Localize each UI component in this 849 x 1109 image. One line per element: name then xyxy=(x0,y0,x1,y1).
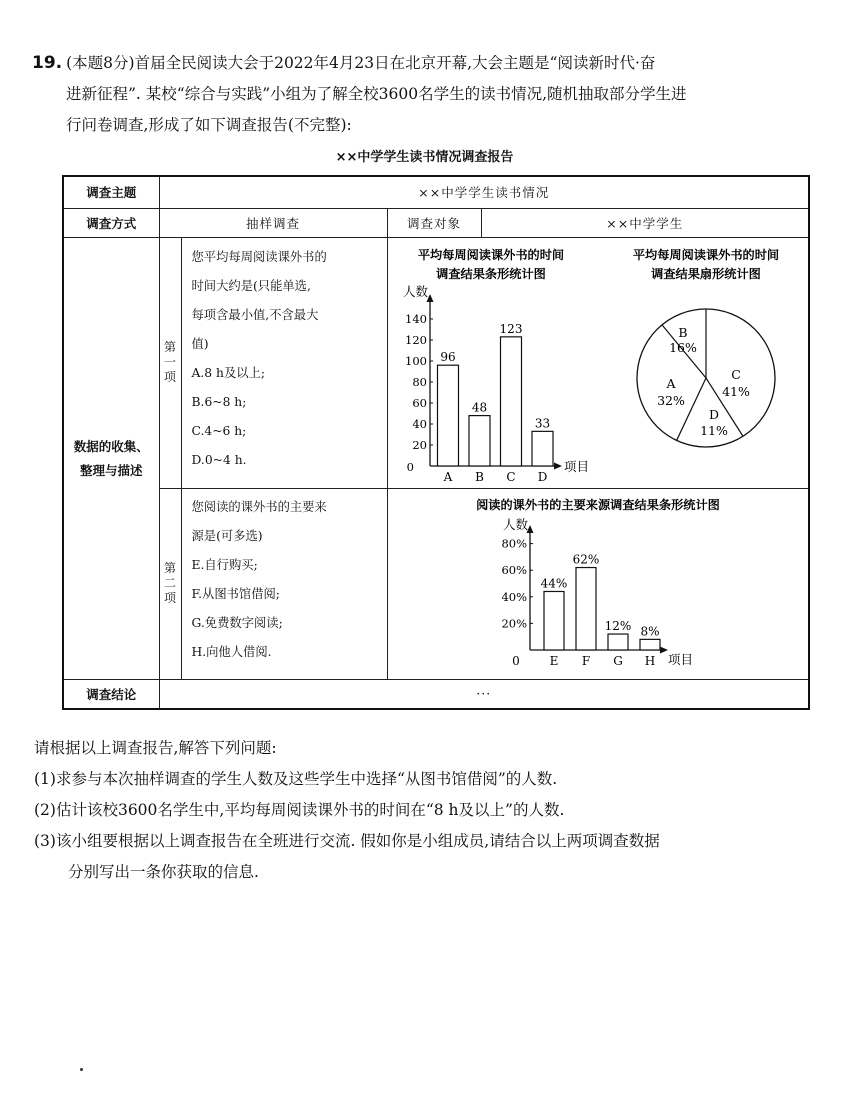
bar xyxy=(532,431,553,466)
x-axis-arrow xyxy=(660,646,668,653)
bar-data-label: 48 xyxy=(471,400,487,415)
pie-chart xyxy=(637,309,775,447)
problem-line-2: 进新征程”. 某校“综合与实践”小组为了解全校3600名学生的读书情况,随机抽取部分学生进 xyxy=(66,85,687,103)
item-1-char: 一 xyxy=(163,355,176,369)
bar xyxy=(500,336,521,465)
questions-intro: 请根据以上调查报告,解答下列问题: xyxy=(34,739,277,757)
item-1-char: 项 xyxy=(163,370,176,384)
category-label: A xyxy=(443,469,452,484)
pie-chart-title-1: 平均每周阅读课外书的时间 xyxy=(632,247,779,262)
scan-speck xyxy=(80,1068,83,1071)
y-axis-label: 人数 xyxy=(402,283,428,299)
q1-line: 每项含最小值,不含最大 xyxy=(191,307,319,322)
bar-chart-1 xyxy=(402,284,588,484)
topic-label: 调查主题 xyxy=(63,176,159,208)
problem-line-3: 行问卷调查,形成了如下调查报告(不完整): xyxy=(66,116,352,134)
x-axis-arrow xyxy=(554,462,562,469)
pie-slice-label: A xyxy=(665,375,676,391)
question-2-text xyxy=(181,488,387,679)
category-label: E xyxy=(549,653,558,668)
survey-report-table xyxy=(62,175,810,710)
category-label: B xyxy=(474,469,484,484)
method-value: 抽样调查 xyxy=(159,208,387,237)
item-2-chart xyxy=(387,488,809,679)
y-tick-label: 60% xyxy=(500,562,527,577)
item-2-char: 项 xyxy=(163,591,176,605)
category-label: D xyxy=(537,469,547,484)
bar-chart-1-title-1: 平均每周阅读课外书的时间 xyxy=(417,247,564,262)
y-tick-label: 100 xyxy=(404,353,427,368)
bar-data-label: 44% xyxy=(540,575,567,590)
pie-slice-percent: 32% xyxy=(656,392,685,408)
bar-data-label: 96 xyxy=(439,349,456,364)
object-label: 调查对象 xyxy=(387,208,481,237)
pie-slice-percent: 16% xyxy=(668,339,697,355)
y-tick-label: 60 xyxy=(411,395,427,410)
item-1-charts-svg xyxy=(388,238,810,488)
category-label: C xyxy=(505,469,516,484)
method-label: 调查方式 xyxy=(63,208,159,237)
bar-data-label: 12% xyxy=(604,618,631,633)
q2-line: G.免费数字阅读; xyxy=(191,615,283,630)
y-tick-label: 80% xyxy=(500,536,527,551)
report-title: ××中学学生读书情况调查报告 xyxy=(335,150,514,165)
y-tick-label: 80 xyxy=(411,374,427,389)
problem-line-1: (本题8分)首届全民阅读大会于2022年4月23日在北京开幕,大会主题是“阅读新时代·奋 xyxy=(66,54,656,72)
bar-data-label: 33 xyxy=(534,415,550,430)
category-label: G xyxy=(612,653,623,668)
problem-statement xyxy=(32,48,822,141)
q1-line: 值) xyxy=(191,336,209,351)
bar xyxy=(437,365,458,466)
pie-slice-label: D xyxy=(708,406,719,422)
q1-line: B.6~8 h; xyxy=(191,394,247,409)
object-value: ××中学学生 xyxy=(481,208,809,237)
question-2: (2)估计该校3600名学生中,平均每周阅读课外书的时间在“8 h及以上”的人数. xyxy=(34,801,565,819)
q2-line: F.从图书馆借阅; xyxy=(191,586,280,601)
item-2-char: 第 xyxy=(163,561,176,575)
pie-slice-label: B xyxy=(677,324,688,340)
origin-label: 0 xyxy=(406,459,414,474)
bar xyxy=(544,591,564,650)
conclusion-label: 调查结论 xyxy=(63,679,159,709)
data-section-label-1: 数据的收集、 xyxy=(73,439,149,454)
x-axis-label: 项目 xyxy=(563,458,589,474)
pie-slice-percent: 11% xyxy=(699,422,728,438)
y-axis-label: 人数 xyxy=(502,516,528,532)
bar xyxy=(576,567,596,649)
q1-line: 时间大约是(只能单选, xyxy=(191,278,311,293)
y-tick-label: 140 xyxy=(404,311,427,326)
x-axis-label: 项目 xyxy=(667,651,693,667)
item-1-charts xyxy=(387,237,809,488)
item-2-chart-svg xyxy=(388,489,810,679)
q2-line: 源是(可多选) xyxy=(191,528,263,543)
pie-chart-title-2: 调查结果扇形统计图 xyxy=(650,266,761,281)
bar-chart-2 xyxy=(501,517,693,668)
q2-line: E.自行购买; xyxy=(191,557,258,572)
item-2-char: 二 xyxy=(163,576,176,590)
conclusion-value: ··· xyxy=(159,679,809,709)
bar-data-label: 123 xyxy=(499,321,522,336)
q2-line: 您阅读的课外书的主要来 xyxy=(191,499,327,514)
question-3-line-1: (3)该小组要根据以上调查报告在全班进行交流. 假如你是小组成员,请结合以上两项调查数据 xyxy=(34,832,660,850)
bar xyxy=(469,415,490,465)
q1-line: D.0~4 h. xyxy=(191,452,247,467)
question-1-text xyxy=(181,237,387,488)
y-tick-label: 20% xyxy=(500,615,527,630)
category-label: H xyxy=(644,653,655,668)
questions xyxy=(34,733,824,888)
origin-label: 0 xyxy=(511,653,520,668)
item-1-label xyxy=(159,237,181,488)
pie-slice-label: C xyxy=(730,366,741,382)
topic-value: ××中学学生读书情况 xyxy=(159,176,809,208)
item-2-label xyxy=(159,488,181,679)
data-section-label xyxy=(63,237,159,679)
bar xyxy=(608,634,628,650)
data-section-label-2: 整理与描述 xyxy=(79,463,143,478)
q1-line: 您平均每周阅读课外书的 xyxy=(191,249,327,264)
category-label: F xyxy=(581,653,590,668)
question-3-line-2: 分别写出一条你获取的信息. xyxy=(68,863,259,881)
y-tick-label: 40% xyxy=(500,589,527,604)
bar-chart-1-title-2: 调查结果条形统计图 xyxy=(435,266,546,281)
q2-line: H.向他人借阅. xyxy=(191,644,272,659)
question-1: (1)求参与本次抽样调查的学生人数及这些学生中选择“从图书馆借阅”的人数. xyxy=(34,770,558,788)
y-tick-label: 120 xyxy=(404,332,427,347)
y-tick-label: 40 xyxy=(411,416,427,431)
pie-slice-percent: 41% xyxy=(721,383,750,399)
bar-data-label: 62% xyxy=(572,552,599,567)
problem-number: 19. xyxy=(32,53,63,73)
y-tick-label: 20 xyxy=(411,437,427,452)
bar-chart-2-title: 阅读的课外书的主要来源调查结果条形统计图 xyxy=(475,497,720,512)
bar-data-label: 8% xyxy=(639,623,660,638)
bar xyxy=(640,639,660,650)
q1-line: A.8 h及以上; xyxy=(191,365,265,380)
item-1-char: 第 xyxy=(163,340,176,354)
q1-line: C.4~6 h; xyxy=(191,423,247,438)
